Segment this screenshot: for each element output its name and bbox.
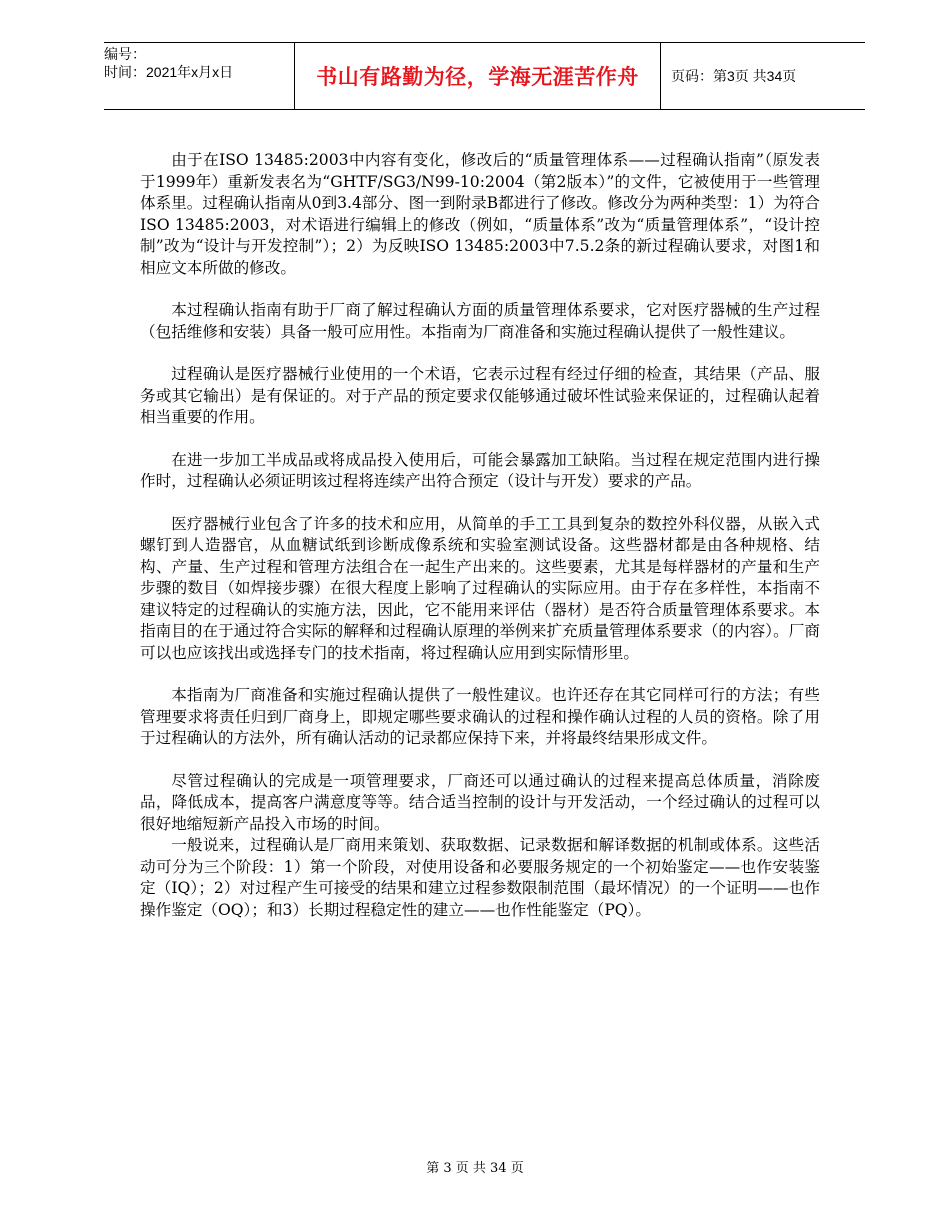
paragraph-2: 本过程确认指南有助于厂商了解过程确认方面的质量管理体系要求，它对医疗器械的生产过程（包括维修和安装）具备一般可应用性。本指南为厂商准备和实施过程确认提供了一般性建议。 [140, 301, 820, 341]
paragraph-1: 由于在ISO 13485:2003中内容有变化，修改后的“质量管理体系——过程确认指南”（原发表于1999年）重新发表名为“GHTF/SG3/N99-10:2004（第2版本）”的文件，它被使用于一些管理体系里。过程确认指南从0到3.4部分、图一到附录B都进行了修改。修改分为两种类型：1）为符合ISO 13485:2003，对术语进行编辑上的修改（例如，“质量体系”改为“质量管理体系”，“设计控制”改为“设计与开发控制”）；2）为反映ISO 13485:2003中7.5.2条的新过程确认要求，对图1和相应文本所做的修改。 [140, 151, 820, 277]
paragraph-8: 一般说来，过程确认是厂商用来策划、获取数据、记录数据和解译数据的机制或体系。这些活动可分为三个阶段：1）第一个阶段，对使用设备和必要服务规定的一个初始鉴定——也作安装鉴定（IQ）；2）对过程产生可接受的结果和建立过程参数限制范围（最坏情况）的一个证明——也作操作鉴定（OQ）；和3）长期过程稳定性的建立——也作性能鉴定（PQ）。 [140, 836, 820, 919]
header-motto: 书山有路勤为径，学海无涯苦作舟 [294, 43, 661, 109]
paragraph-6: 本指南为厂商准备和实施过程确认提供了一般性建议。也许还存在其它同样可行的方法；有些管理要求将责任归到厂商身上，即规定哪些要求确认的过程和操作确认过程的人员的资格。除了用于过程确认的方法外，所有确认活动的记录都应保持下来，并将最终结果形成文件。 [140, 686, 820, 747]
document-time-label: 时间：2021年x月x日 [104, 64, 234, 80]
page-footer: 第 3 页 共 34 页 [426, 1161, 524, 1176]
header-page-info: 页码：第3页 共34页 [671, 68, 797, 84]
paragraph-5: 医疗器械行业包含了许多的技术和应用，从简单的手工工具到复杂的数控外科仪器，从嵌入式螺钉到人造器官，从血糖试纸到诊断成像系统和实验室测试设备。这些器材都是由各种规格、结构、产量、生产过程和管理方法组合在一起生产出来的。这些要素，尤其是每样器材的产量和生产步骤的数目（如焊接步骤）在很大程度上影响了过程确认的实际应用。由于存在多样性，本指南不建议特定的过程确认的实施方法，因此，它不能用来评估（器材）是否符合质量管理体系要求。本指南目的在于通过符合实际的解释和过程确认原理的举例来扩充质量管理体系要求（的内容）。厂商可以也应该找出或选择专门的技术指南，将过程确认应用到实际情形里。 [140, 514, 820, 662]
header-meta [104, 43, 294, 109]
paragraph-3: 过程确认是医疗器械行业使用的一个术语，它表示过程有经过仔细的检查，其结果（产品、服务或其它输出）是有保证的。对于产品的预定要求仅能够通过破坏性试验来保证的，过程确认起着相当重要的作用。 [140, 365, 820, 426]
document-body [140, 150, 820, 942]
page-header [104, 42, 865, 110]
document-number-label: 编号： [104, 46, 146, 62]
paragraph-7: 尽管过程确认的完成是一项管理要求，厂商还可以通过确认的过程来提高总体质量，消除废品，降低成本，提高客户满意度等等。结合适当控制的设计与开发活动，一个经过确认的过程可以很好地缩短新产品投入市场的时间。 [140, 771, 820, 833]
paragraph-4: 在进一步加工半成品或将成品投入使用后，可能会暴露加工缺陷。当过程在规定范围内进行操作时，过程确认必须证明该过程将连续产出符合预定（设计与开发）要求的产品。 [140, 450, 820, 490]
